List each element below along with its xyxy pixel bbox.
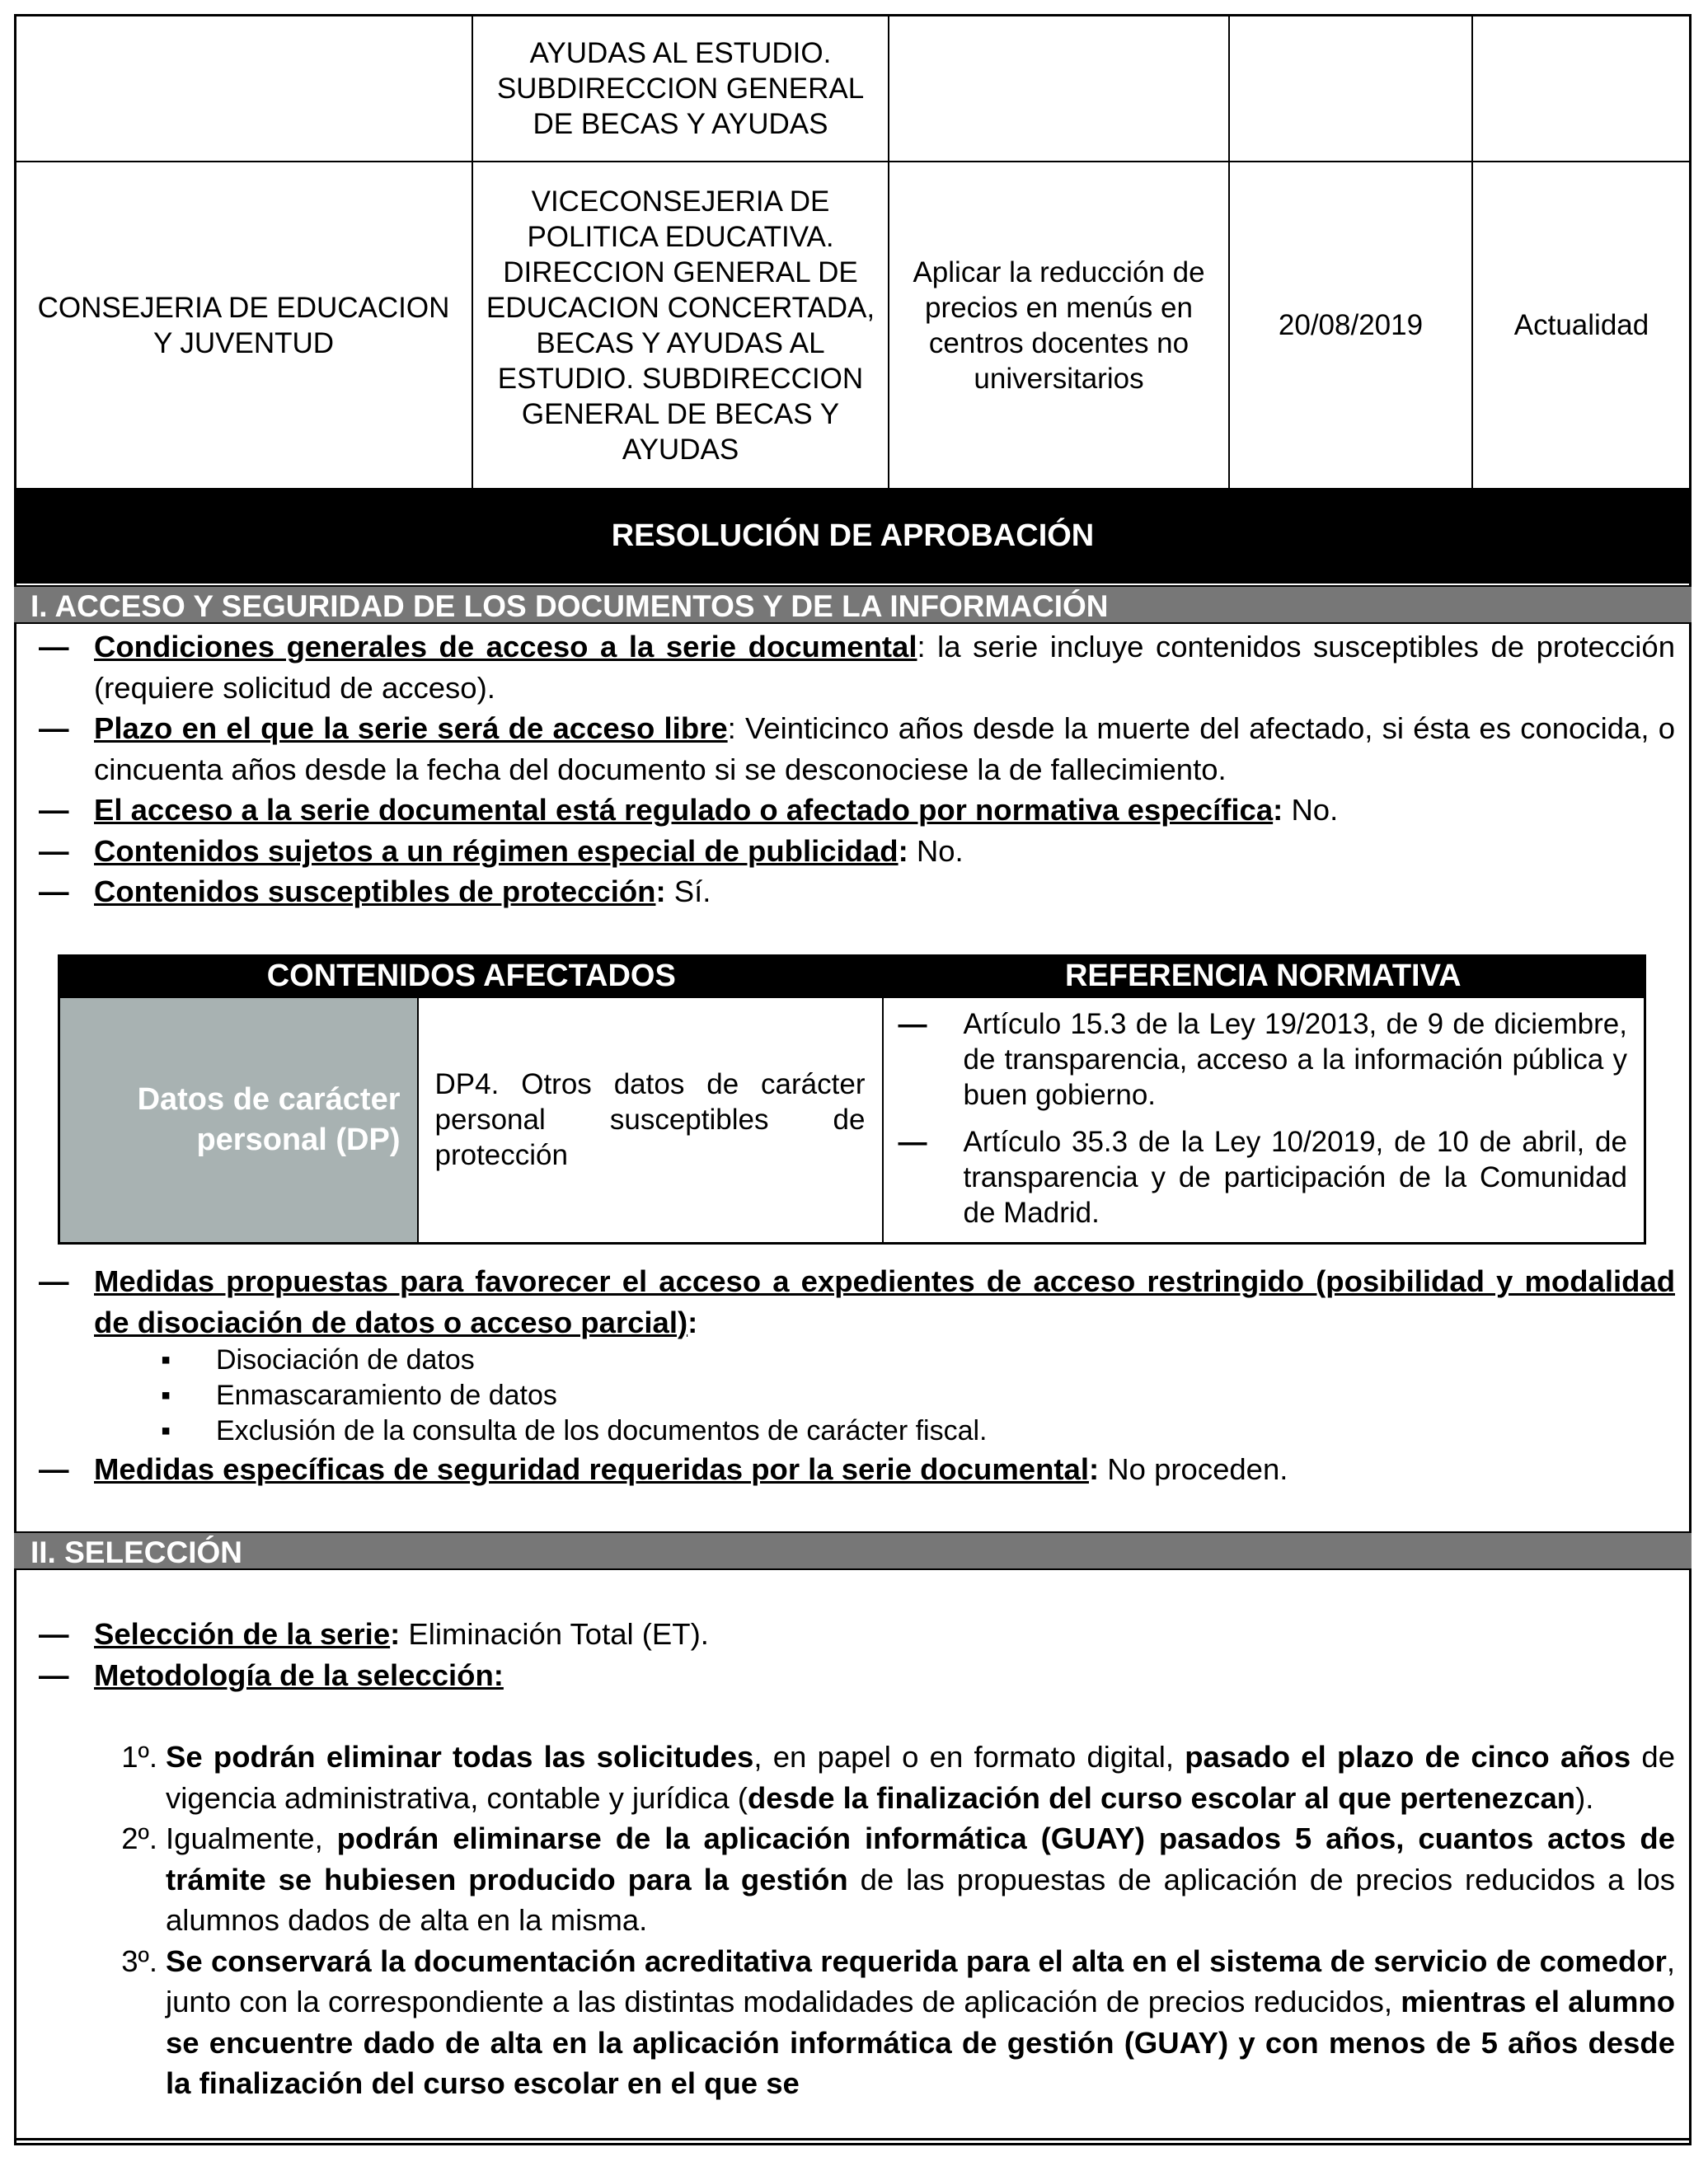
table-cell: 20/08/2019 [1229,162,1472,489]
list-item [39,790,1675,831]
text-segment: de las propuestas de aplicación de precios reducidos a los alumnos dados de alta en la misma. [166,1862,1675,1937]
item-text [94,1617,709,1651]
text-segment: mientras el alumno se encuentre dado de alta en la aplicación informática de gestión (GUAY) y con menos de 5 años desde la finalización del curso escolar en el que se [166,1985,1675,2100]
item-text [94,874,711,908]
text-segment: No. [1291,793,1339,827]
sub-list-item [39,1378,1675,1414]
dash-bullet-icon: — [39,793,69,827]
table-cell: AYUDAS AL ESTUDIO. SUBDIRECCION GENERAL DE BECAS Y AYUDAS [472,15,889,162]
selection-methodology-list [39,1737,1675,2104]
table-row [15,162,1691,489]
page-bottom-border [14,2138,1692,2145]
reference-cell [883,997,1645,1244]
item-text [94,1264,1675,1339]
dash-bullet-icon: — [898,1007,927,1040]
table-cell [889,15,1229,162]
category-cell: Datos de carácter personal (DP) [59,997,418,1244]
text-segment: Se conservará la documentación acreditativa requerida para el alta en el sistema de servicio de comedor [166,1943,1667,1978]
list-item [39,1655,1675,1696]
sub-item-text: Enmascaramiento de datos [216,1380,557,1411]
reference-text: Artículo 35.3 de la Ley 10/2019, de 10 de abril, de transparencia y de participación de la Comunidad de Madrid. [963,1125,1627,1229]
text-segment: Plazo en el que la serie será de acceso libre [94,711,728,745]
sub-item-text: Exclusión de la consulta de los documentos de carácter fiscal. [216,1415,988,1446]
text-segment: desde la finalización del curso escolar al que pertenezcan [748,1780,1576,1815]
item-number: 2º. [121,1821,157,1855]
table-row [59,997,1645,1244]
dash-bullet-icon: — [39,711,69,745]
item-text [94,1658,504,1692]
text-segment: No proceden. [1107,1452,1288,1486]
text-segment: Sí. [673,874,711,908]
square-bullet-icon: ▪ [161,1380,171,1411]
section-2-items [39,1614,1675,1695]
dash-bullet-icon: — [39,833,69,868]
text-segment: Contenidos susceptibles de protección [94,874,656,908]
list-item [39,1614,1675,1655]
list-item [39,626,1675,708]
section-2-header: II. SELECCIÓN [14,1531,1692,1570]
section-1-measures [39,1261,1675,1490]
text-segment: : Veinticinco años desde la muerte del afectado, si ésta es conocida, o cincuenta años desde la fecha del documento si se desconociese la de fallecimiento. [94,711,1675,786]
text-segment: ). [1575,1780,1594,1815]
dash-bullet-icon: — [39,874,69,908]
list-item [39,1449,1675,1490]
item-text [94,630,1675,705]
table-cell: VICECONSEJERIA DE POLITICA EDUCATIVA. DIRECCION GENERAL DE EDUCACION CONCERTADA, BECAS Y AYUDAS AL ESTUDIO. SUBDIRECCION GENERAL DE BECAS Y AYUDAS [472,162,889,489]
organization-table [14,14,1692,490]
item-text [94,793,1338,827]
text-segment: , en papel o en formato digital, [753,1740,1185,1774]
item-text [94,711,1675,786]
list-item [39,1261,1675,1343]
text-segment: Metodología de la selección: [94,1657,504,1692]
content-cell: DP4. Otros datos de carácter personal susceptibles de protección [418,997,883,1244]
item-number: 1º. [121,1740,157,1774]
text-segment: , junto con la correspondiente a las distintas modalidades de aplicación de precios reducidos, [166,1943,1675,2018]
numbered-item [39,1941,1675,2104]
text-segment: podrán eliminarse de la aplicación informática (GUAY) pasados 5 años, cuantos actos de trámite se hubiesen producido para la gestión [166,1821,1676,1896]
table-row [15,15,1691,162]
item-text [166,1944,1675,2101]
numbered-item [39,1737,1675,1818]
square-bullet-icon: ▪ [161,1344,171,1376]
text-segment: : [655,874,674,908]
table-cell: CONSEJERIA DE EDUCACION Y JUVENTUD [15,162,472,489]
text-segment: Medidas específicas de seguridad requeridas por la serie documental [94,1452,1089,1486]
reference-item [884,1006,1628,1113]
list-item [39,831,1675,872]
item-text [166,1740,1675,1815]
dash-bullet-icon: — [39,1264,69,1298]
column-header: CONTENIDOS AFECTADOS [59,956,883,997]
text-segment: : la serie incluye contenidos susceptibles de protección (requiere solicitud de acceso). [94,630,1675,705]
sub-item-text: Disociación de datos [216,1344,475,1376]
dash-bullet-icon: — [39,630,69,663]
table-cell [1229,15,1472,162]
table-cell: Aplicar la reducción de precios en menús en centros docentes no universitarios [889,162,1229,489]
section-1-items [39,626,1675,912]
resolution-header: RESOLUCIÓN DE APROBACIÓN [14,488,1692,584]
text-segment: : [687,1305,698,1339]
dash-bullet-icon: — [39,1617,69,1651]
text-segment: Medidas propuestas para favorecer el acceso a expedientes de acceso restringido (posibilidad y modalidad de disociación de datos o acceso parcial) [94,1264,1675,1339]
sub-list-item [39,1414,1675,1449]
column-header: REFERENCIA NORMATIVA [883,956,1645,997]
dash-bullet-icon: — [39,1657,69,1692]
text-segment: Contenidos sujetos a un régimen especial de publicidad [94,833,899,868]
text-segment: de vigencia administrativa, contable y jurídica ( [166,1740,1675,1815]
text-segment: No. [916,833,964,868]
table-cell: Actualidad [1472,162,1691,489]
reference-text: Artículo 15.3 de la Ley 19/2013, de 9 de diciembre, de transparencia, acceso a la información pública y buen gobierno. [963,1007,1627,1111]
text-segment: Selección de la serie [94,1617,391,1651]
list-item [39,708,1675,790]
text-segment: Igualmente, [166,1821,337,1855]
text-segment: pasado el plazo de cinco años [1185,1740,1631,1774]
sub-list-item [39,1343,1675,1378]
dash-bullet-icon: — [898,1125,927,1158]
text-segment: : [1088,1452,1108,1486]
item-text [94,1452,1288,1486]
reference-item [884,1124,1628,1231]
text-segment: Se podrán eliminar todas las solicitudes [166,1740,754,1774]
table-cell [15,15,472,162]
text-segment: Eliminación Total (ET). [408,1617,709,1651]
dash-bullet-icon: — [39,1452,69,1486]
text-segment: : [898,833,917,868]
text-segment: Condiciones generales de acceso a la serie documental [94,630,917,663]
item-text [94,834,964,868]
affected-contents-table [58,954,1646,1245]
item-text [166,1821,1675,1937]
text-segment: El acceso a la serie documental está regulado o afectado por normativa específica [94,793,1274,827]
list-item [39,871,1675,912]
text-segment: : [390,1617,409,1651]
square-bullet-icon: ▪ [161,1415,171,1446]
table-header-row [59,956,1645,997]
table-cell [1472,15,1691,162]
section-1-header: I. ACCESO Y SEGURIDAD DE LOS DOCUMENTOS Y DE LA INFORMACIÓN [14,585,1692,624]
text-segment: : [1273,793,1292,827]
numbered-item [39,1818,1675,1941]
item-number: 3º. [121,1943,157,1978]
